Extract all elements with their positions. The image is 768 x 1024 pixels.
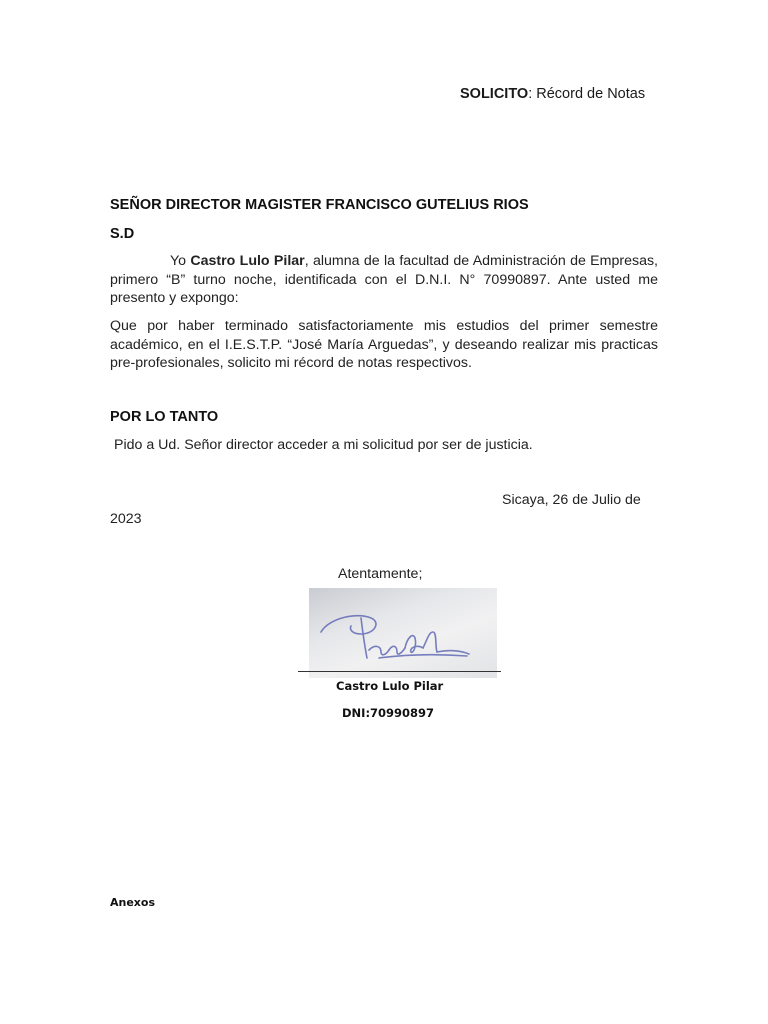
intro-paragraph — [110, 252, 658, 308]
signature-line — [298, 671, 501, 672]
addressee-sd: S.D — [110, 226, 135, 242]
conclusion-heading: POR LO TANTO — [110, 409, 219, 425]
student-name: Castro Lulo Pilar — [190, 253, 305, 269]
date-line-2: 2023 — [110, 511, 142, 527]
conclusion-text: Pido a Ud. Señor director acceder a mi solicitud por ser de justicia. — [114, 437, 533, 453]
signer-name: Castro Lulo Pilar — [336, 679, 444, 693]
solicito-text: : Récord de Notas — [528, 86, 646, 102]
signer-dni: DNI:70990897 — [342, 706, 435, 720]
annex-label: Anexos — [110, 896, 156, 909]
intro-rest: , alumna de la facultad de Administración de Empresas, primero “B” turno noche, identificada con el D.N.I. N° 70990897. Ante usted me presento y expongo: — [110, 253, 658, 306]
intro-prefix: Yo — [170, 253, 191, 269]
signature-image — [309, 588, 497, 678]
signature-scribble — [309, 588, 497, 678]
request-paragraph: Que por haber terminado satisfactoriamente mis estudios del primer semestre académico, en el I.E.S.T.P. “José María Arguedas”, y deseando realizar mis practicas pre-profesionales, solicito mi récord de notas respectivos. — [110, 318, 658, 371]
addressee-title: SEÑOR DIRECTOR MAGISTER FRANCISCO GUTELIUS RIOS — [110, 197, 529, 213]
closing-text: Atentamente; — [338, 566, 423, 582]
solicito-label: SOLICITO — [460, 86, 529, 102]
date-line-1: Sicaya, 26 de Julio de — [502, 492, 641, 508]
solicito-line — [460, 86, 645, 102]
